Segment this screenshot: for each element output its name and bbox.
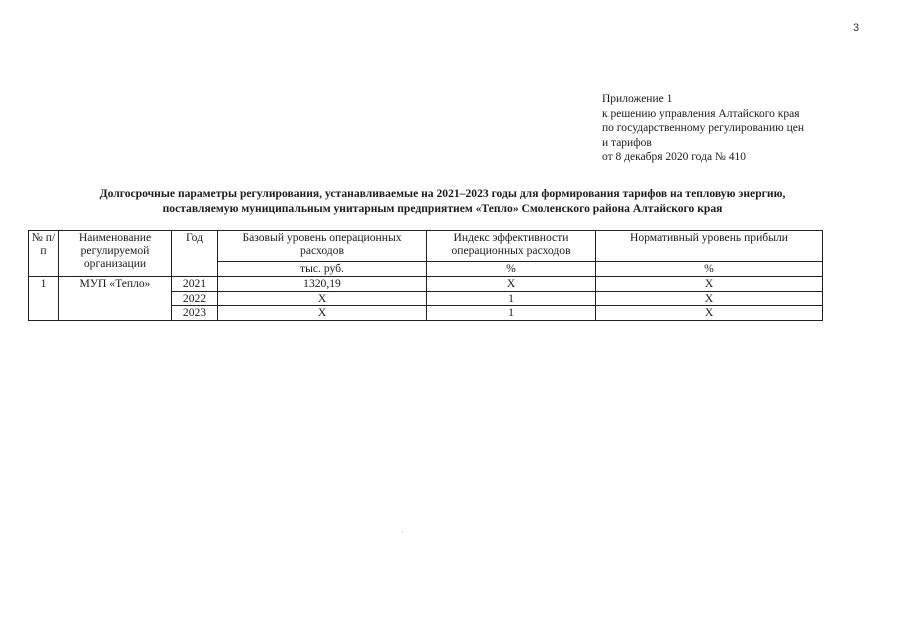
table-row bbox=[29, 277, 823, 292]
appendix-line: к решению управления Алтайского края bbox=[602, 107, 800, 120]
cell-base: Х bbox=[218, 306, 427, 321]
header-org-name: Наименование регулируемой организации bbox=[59, 231, 172, 277]
header-base-level: Базовый уровень операционных расходов bbox=[218, 231, 427, 262]
appendix-line: от 8 декабря 2020 года № 410 bbox=[602, 151, 747, 164]
cell-index: 1 bbox=[427, 306, 596, 321]
cell-org-name: МУП «Тепло» bbox=[59, 277, 172, 321]
table-header-row bbox=[29, 231, 823, 262]
cell-year: 2022 bbox=[172, 291, 218, 306]
unit-profit: % bbox=[596, 262, 823, 277]
cell-year: 2021 bbox=[172, 277, 218, 292]
appendix-line: по государственному регулированию цен bbox=[602, 122, 805, 135]
page-number: 3 bbox=[853, 22, 860, 34]
cell-index: 1 bbox=[427, 291, 596, 306]
cell-base: 1320,19 bbox=[218, 277, 427, 292]
appendix-line: Приложение 1 bbox=[602, 93, 673, 105]
cell-profit: Х bbox=[596, 277, 823, 292]
header-efficiency-index: Индекс эффективности операционных расходов bbox=[427, 231, 596, 262]
header-year: Год bbox=[172, 231, 218, 277]
header-num: № п/п bbox=[29, 231, 59, 277]
regulation-parameters-table bbox=[28, 230, 823, 321]
document-title-line: поставляемую муниципальным унитарным предприятием «Тепло» Смоленского района Алтайского края bbox=[162, 202, 723, 215]
document-title bbox=[20, 186, 865, 216]
cell-year: 2023 bbox=[172, 306, 218, 321]
cell-profit: Х bbox=[596, 291, 823, 306]
cell-base: Х bbox=[218, 291, 427, 306]
unit-base: тыс. руб. bbox=[218, 262, 427, 277]
appendix-line: и тарифов bbox=[602, 136, 652, 149]
cell-profit: Х bbox=[596, 306, 823, 321]
scan-speck bbox=[402, 531, 403, 532]
unit-index: % bbox=[427, 262, 596, 277]
cell-index: Х bbox=[427, 277, 596, 292]
header-profit-level: Нормативный уровень прибыли bbox=[596, 231, 823, 262]
document-title-line: Долгосрочные параметры регулирования, устанавливаемые на 2021–2023 годы для формирования тарифов на тепловую энергию, bbox=[99, 187, 786, 200]
cell-org-num: 1 bbox=[29, 277, 59, 321]
appendix-block bbox=[602, 92, 804, 165]
